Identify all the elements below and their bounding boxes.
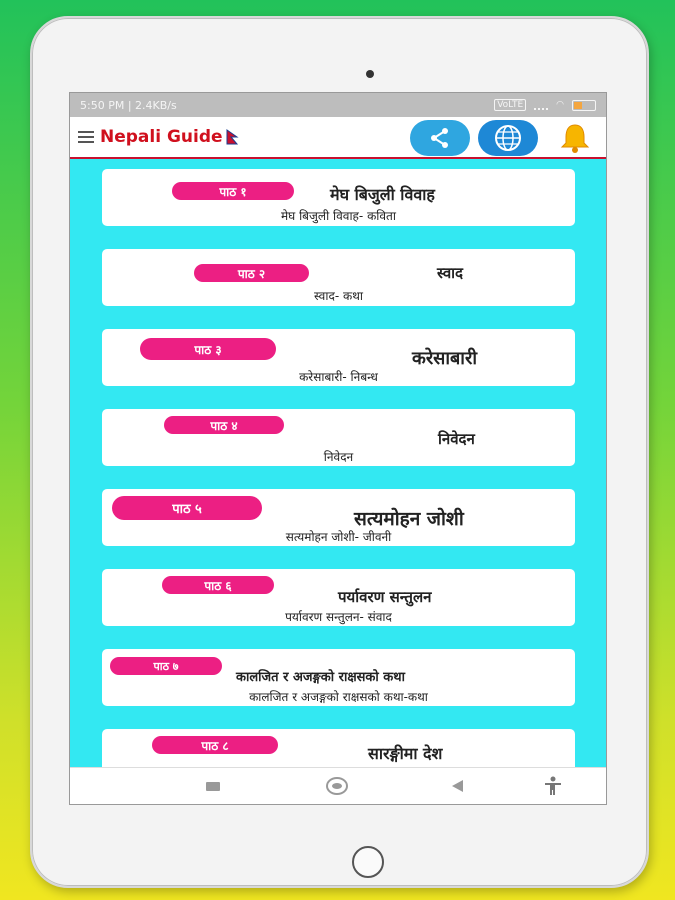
lesson-subtitle: मेघ बिजुली विवाह- कविता bbox=[280, 209, 397, 223]
lesson-card[interactable] bbox=[102, 409, 575, 466]
lesson-card[interactable] bbox=[102, 569, 575, 626]
share-icon bbox=[429, 127, 451, 149]
lesson-title: करेसाबारी bbox=[412, 348, 477, 369]
lesson-card[interactable] bbox=[102, 169, 575, 226]
lesson-list bbox=[70, 159, 606, 770]
notification-button[interactable] bbox=[550, 120, 600, 156]
lesson-badge: पाठ ३ bbox=[140, 338, 276, 360]
home-button[interactable] bbox=[352, 846, 384, 878]
accessibility-icon[interactable] bbox=[544, 776, 562, 796]
lesson-title: सारङ्गीमा देश bbox=[368, 744, 443, 763]
lesson-subtitle: निवेदन bbox=[323, 450, 354, 464]
lesson-badge: पाठ ५ bbox=[112, 496, 262, 520]
lesson-title: कालजित र अजङ्गको राक्षसको कथा bbox=[236, 670, 405, 685]
lesson-badge: पाठ ६ bbox=[162, 576, 274, 594]
lesson-subtitle: सत्यमोहन जोशी- जीवनी bbox=[285, 530, 392, 544]
globe-icon bbox=[494, 124, 522, 152]
lesson-title: सत्यमोहन जोशी bbox=[354, 508, 464, 530]
back-icon[interactable] bbox=[452, 780, 463, 792]
status-icons bbox=[494, 99, 596, 111]
lesson-badge: पाठ ८ bbox=[152, 736, 278, 754]
lesson-card[interactable] bbox=[102, 489, 575, 546]
lesson-title: स्वाद bbox=[437, 264, 464, 282]
lesson-title: मेघ बिजुली विवाह bbox=[330, 185, 435, 204]
lesson-subtitle: कालजित र अजङ्गको राक्षसको कथा-कथा bbox=[249, 690, 428, 704]
nepal-flag-icon bbox=[225, 129, 239, 145]
lesson-subtitle: करेसाबारी- निबन्ध bbox=[299, 370, 378, 384]
lesson-subtitle: स्वाद- कथा bbox=[314, 289, 363, 303]
website-button[interactable] bbox=[478, 120, 538, 156]
menu-icon[interactable] bbox=[78, 131, 94, 143]
home-nav-icon[interactable] bbox=[326, 777, 348, 795]
lesson-badge: पाठ २ bbox=[194, 264, 309, 282]
lesson-badge: पाठ ४ bbox=[164, 416, 284, 434]
lesson-badge: पाठ ७ bbox=[110, 657, 222, 675]
lesson-title: निवेदन bbox=[438, 430, 475, 448]
recents-icon[interactable] bbox=[206, 782, 220, 791]
signal-icon bbox=[534, 100, 548, 110]
lesson-subtitle: पर्यावरण सन्तुलन- संवाद bbox=[285, 610, 392, 624]
status-time-speed: 5:50 PM | 2.4KB/s bbox=[80, 98, 177, 112]
bell-icon bbox=[558, 122, 592, 154]
app-bar bbox=[70, 117, 606, 159]
lesson-card[interactable] bbox=[102, 729, 575, 770]
status-bar bbox=[70, 93, 606, 117]
lesson-card[interactable] bbox=[102, 649, 575, 706]
system-nav-bar bbox=[70, 767, 606, 804]
lesson-title: पर्यावरण सन्तुलन bbox=[338, 588, 432, 606]
battery-icon bbox=[572, 100, 596, 111]
wifi-icon: ◠ bbox=[556, 100, 564, 110]
lesson-card[interactable] bbox=[102, 329, 575, 386]
lesson-card[interactable] bbox=[102, 249, 575, 306]
volte-badge: VoLTE bbox=[494, 99, 526, 111]
front-camera bbox=[366, 70, 374, 78]
lesson-badge: पाठ १ bbox=[172, 182, 294, 200]
share-button[interactable] bbox=[410, 120, 470, 156]
app-title: Nepali Guide bbox=[100, 127, 223, 147]
home-nav-dot bbox=[332, 783, 342, 789]
device-screen bbox=[69, 92, 607, 805]
